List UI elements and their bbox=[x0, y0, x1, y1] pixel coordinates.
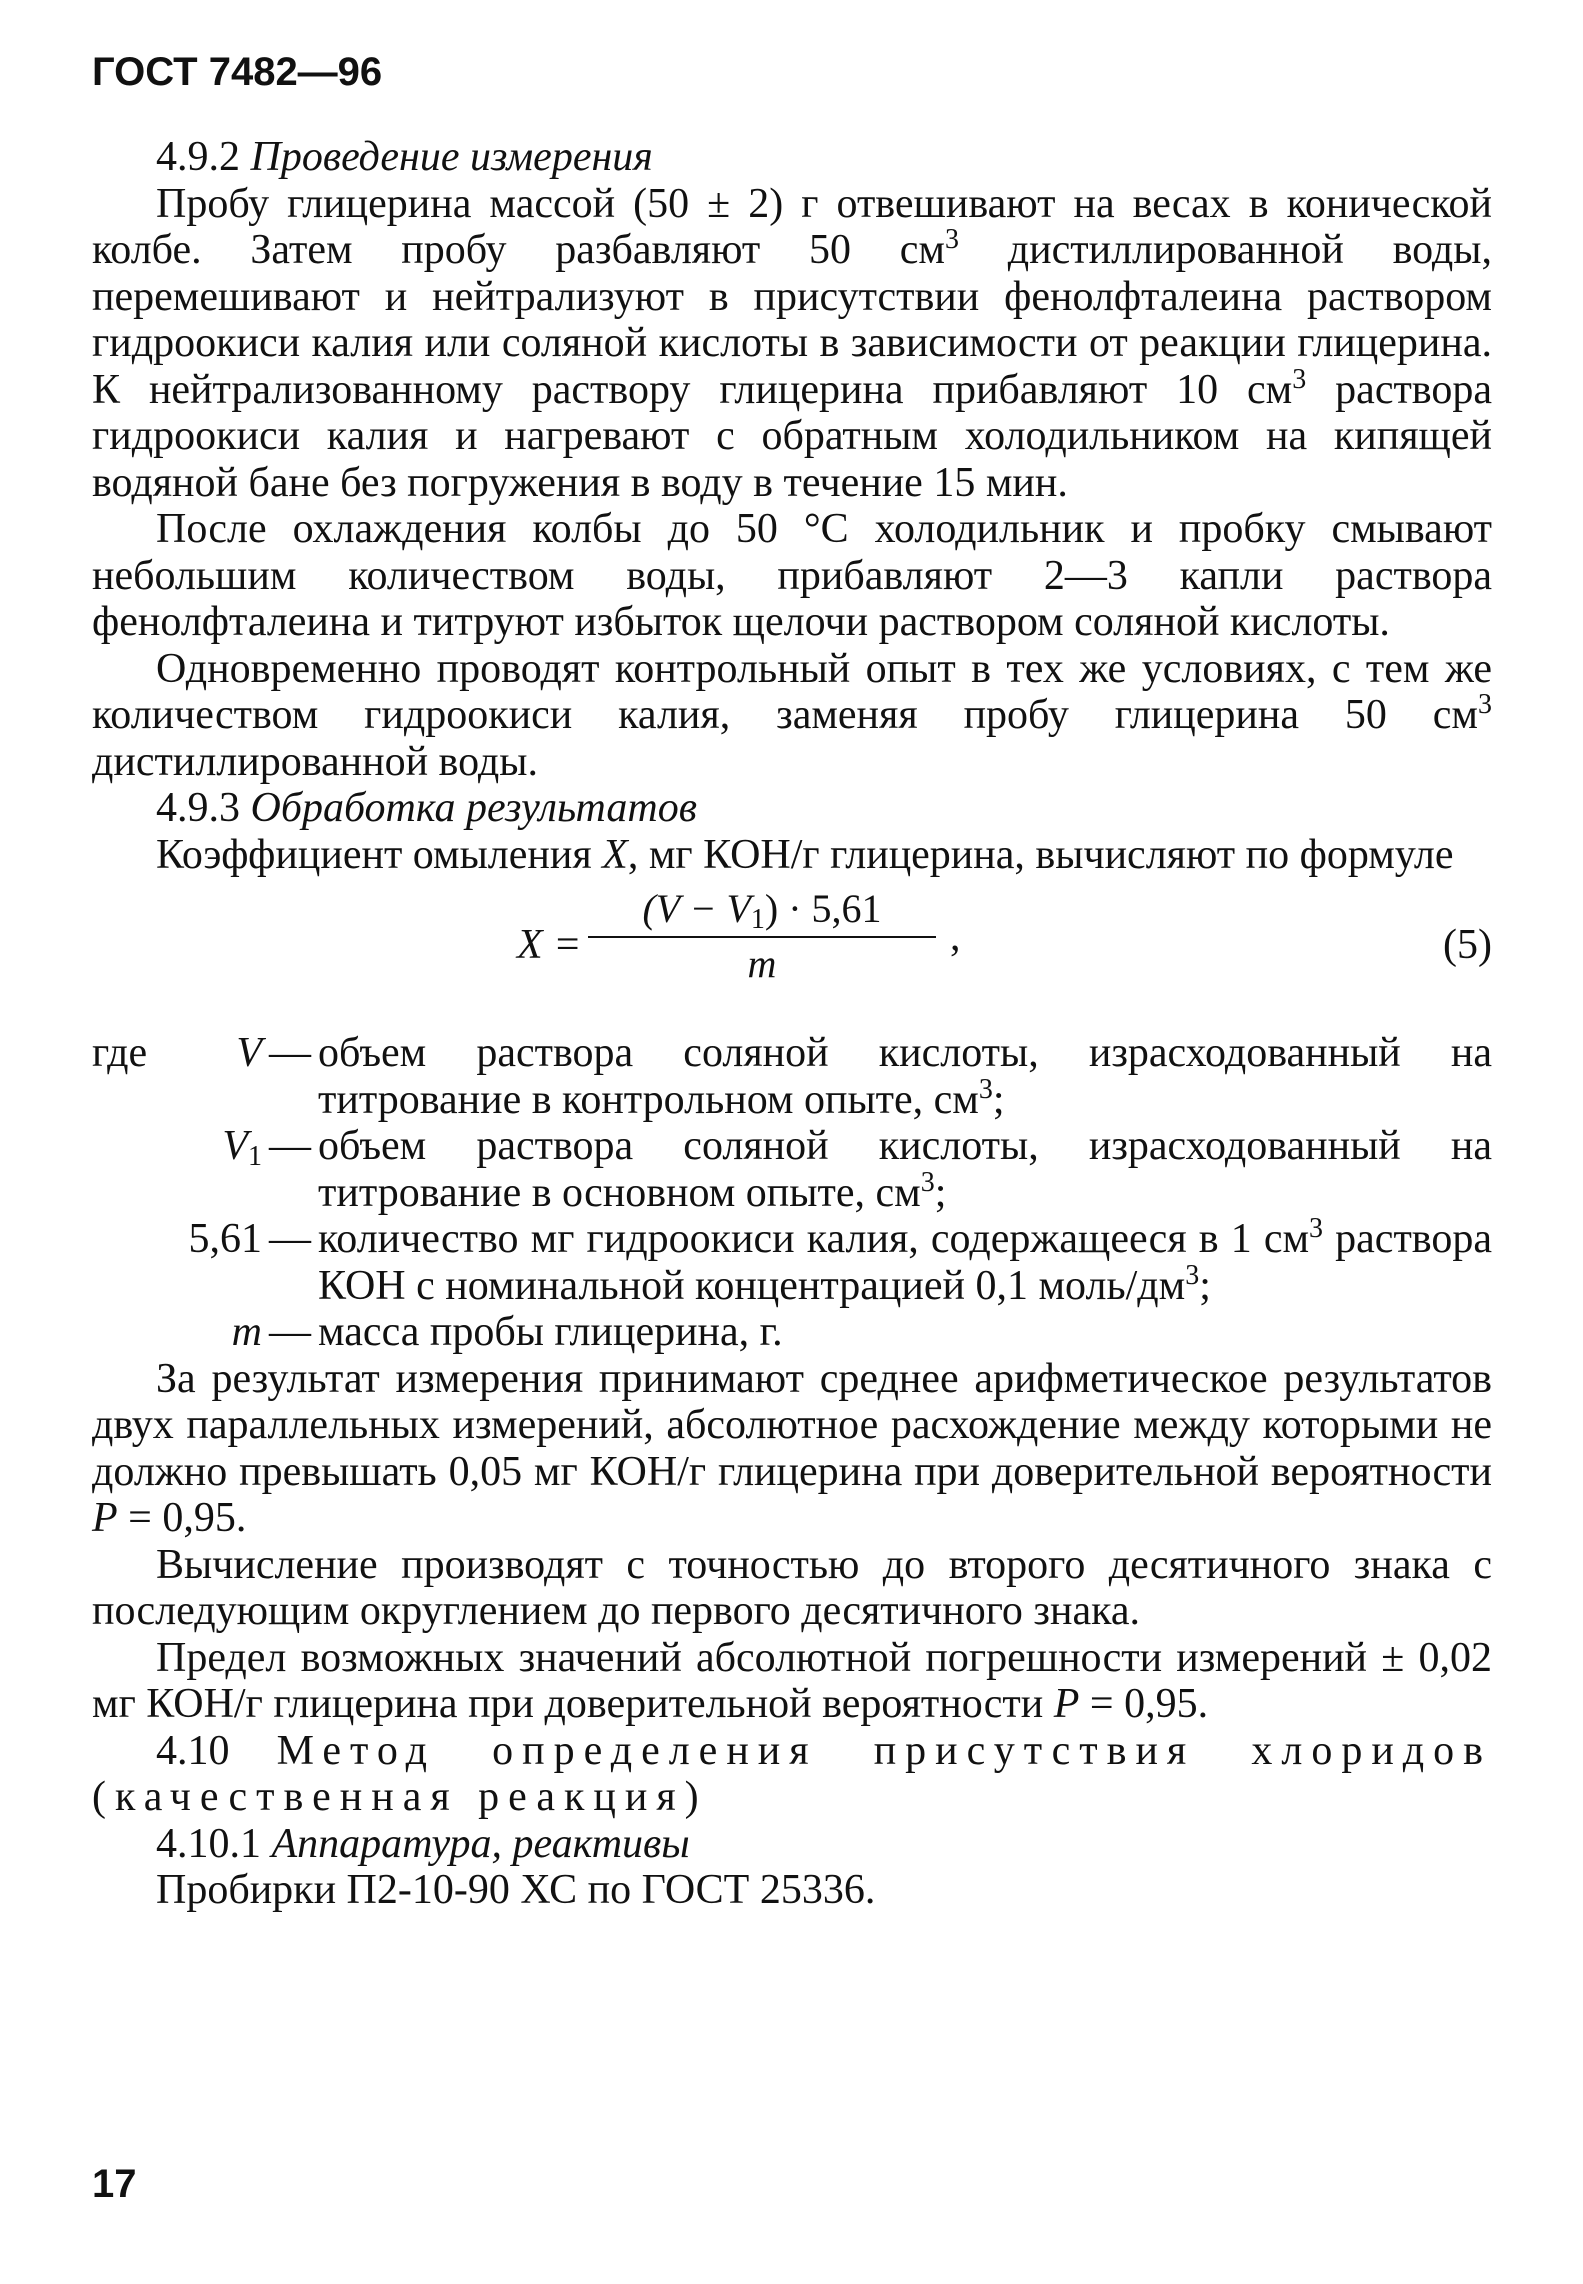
text-run: дистиллированной воды. bbox=[92, 738, 538, 785]
variable: P bbox=[1053, 1681, 1080, 1727]
definition-symbol bbox=[92, 1216, 262, 1263]
text-run: раствора КОН с номинальной концентрацией 0,1 моль/дм bbox=[318, 1216, 1492, 1309]
definition-dash: — bbox=[269, 1216, 311, 1262]
text-run: , мг КОН/г глицерина, вычисляют по формуле bbox=[627, 831, 1454, 878]
paragraph-sample-prep bbox=[92, 181, 1492, 507]
formula-fraction bbox=[582, 884, 942, 986]
definition-text bbox=[318, 1123, 1492, 1216]
equation-number: (5) bbox=[1443, 922, 1492, 968]
text-run: ; bbox=[992, 1076, 1005, 1123]
text-run: За результат измерения принимают среднее арифметическое результатов двух параллельных измерений, абсолютное расхождение между которыми не должно превышать 0,05 мг КОН/г глицерина при доверительной вероятности bbox=[92, 1355, 1492, 1495]
text-run: количество мг гидроокиси калия, содержащееся в 1 см bbox=[318, 1216, 1310, 1262]
superscript: 3 bbox=[978, 1073, 993, 1105]
text-run: Коэффициент омыления bbox=[156, 831, 603, 878]
text-run: масса пробы глицерина, г. bbox=[318, 1309, 783, 1355]
paragraph-error-limit bbox=[92, 1635, 1492, 1728]
definition-dash: — bbox=[269, 1030, 311, 1076]
text-run: Одновременно проводят контрольный опыт в тех же условиях, с тем же количеством гидроокиси калия, заменяя пробу глицерина 50 см bbox=[92, 645, 1492, 738]
text-run: раствора гидроокиси калия и нагревают с обратным холодильником на кипящей водяной бане без погружения в воду в течение 15 мин. bbox=[92, 366, 1492, 506]
section-4-9-3-heading bbox=[92, 785, 1492, 832]
definition-row bbox=[92, 1030, 1492, 1123]
definition-row bbox=[92, 1123, 1492, 1216]
document-header: ГОСТ 7482—96 bbox=[92, 50, 383, 94]
section-4-9-2-heading bbox=[92, 134, 1492, 181]
paragraph-formula-intro bbox=[92, 832, 1492, 879]
formula-lhs bbox=[517, 922, 582, 969]
paragraph-cooling: После охлаждения колбы до 50 °С холодильник и пробку смывают небольшим количеством воды, прибавляют 2—3 капли раствора фенолфталеина и титруют избыток щелочи раствором соляной кислоты. bbox=[92, 506, 1492, 645]
definition-row bbox=[92, 1309, 1492, 1356]
variable-definitions bbox=[92, 1030, 1492, 1356]
text-run: = 0,95. bbox=[1079, 1681, 1209, 1727]
section-4-10-1-heading bbox=[92, 1821, 1492, 1868]
denominator-text: m bbox=[747, 941, 777, 986]
definition-dash: — bbox=[269, 1123, 311, 1169]
formula-denominator bbox=[582, 942, 942, 986]
symbol: V bbox=[236, 1030, 262, 1076]
variable: P bbox=[92, 1495, 118, 1541]
text-run: ; bbox=[934, 1169, 947, 1216]
text-run: ; bbox=[1199, 1262, 1211, 1309]
definition-row bbox=[92, 1213, 1492, 1309]
text-run: = 0,95. bbox=[117, 1495, 247, 1541]
paragraph-apparatus: Пробирки П2-10-90 ХС по ГОСТ 25336. bbox=[156, 1867, 876, 1913]
section-title: Обработка результатов bbox=[250, 785, 697, 831]
numerator-tail: ) · 5,61 bbox=[764, 886, 882, 931]
superscript: 3 bbox=[1478, 689, 1492, 720]
superscript: 3 bbox=[1292, 363, 1307, 395]
superscript: 3 bbox=[945, 224, 960, 255]
where-word: где bbox=[92, 1030, 148, 1076]
formula-5 bbox=[92, 884, 1492, 1012]
section-title: Аппаратура, реактивы bbox=[271, 1820, 690, 1867]
section-number: 4.9.2 bbox=[156, 134, 240, 180]
definition-symbol bbox=[92, 1123, 262, 1170]
fraction-bar bbox=[588, 936, 936, 938]
section-number: 4.10.1 bbox=[156, 1820, 261, 1867]
superscript: 3 bbox=[1185, 1259, 1200, 1291]
superscript: 3 bbox=[920, 1166, 935, 1198]
section-4-10-heading bbox=[92, 1728, 1492, 1821]
text-run: объем раствора соляной кислоты, израсходованный на титрование в основном опыте, см bbox=[318, 1123, 1492, 1216]
section-number: 4.9.3 bbox=[156, 785, 240, 831]
symbol: m bbox=[231, 1309, 262, 1355]
text-run: объем раствора соляной кислоты, израсходованный на титрование в контрольном опыте, см bbox=[318, 1030, 1492, 1123]
formula-comma: , bbox=[950, 914, 961, 960]
subscript: 1 bbox=[248, 1141, 262, 1172]
text-run: Пробу глицерина массой (50 ± 2) г отвешивают на весах в конической колбе. Затем пробу разбавляют 50 см bbox=[92, 180, 1492, 273]
paragraph-result bbox=[92, 1356, 1492, 1542]
paragraph-calculation: Вычисление производят с точностью до второго десятичного знака с последующим округлением до первого десятичного знака. bbox=[92, 1541, 1492, 1634]
section-title: Метод определения присутствия хлоридов (качественная реакция) bbox=[92, 1727, 1492, 1820]
formula-numerator bbox=[582, 884, 942, 934]
definition-symbol bbox=[92, 1030, 262, 1077]
text-run: дистиллированной воды, перемешивают и нейтрализуют в присутствии фенолфталеина раствором гидроокиси калия или соляной кислоты в зависимости от реакции глицерина. К нейтрализованному раствору глицерина прибавляют 10 см bbox=[92, 227, 1493, 413]
definition-text bbox=[318, 1213, 1492, 1309]
document-page bbox=[92, 48, 1492, 1914]
definition-dash: — bbox=[269, 1309, 311, 1355]
definition-text bbox=[318, 1309, 1492, 1356]
definition-text bbox=[318, 1030, 1492, 1123]
section-number: 4.10 bbox=[156, 1727, 230, 1774]
text-run: Предел возможных значений абсолютной погрешности измерений ± 0,02 мг КОН/г глицерина при доверительной вероятности bbox=[92, 1634, 1492, 1727]
formula-lhs-text: X = bbox=[517, 922, 582, 968]
paragraph-control bbox=[92, 646, 1492, 786]
symbol: 5,61 bbox=[188, 1216, 262, 1262]
section-title: Проведение измерения bbox=[250, 134, 653, 180]
superscript: 3 bbox=[1309, 1213, 1324, 1244]
symbol: V bbox=[222, 1123, 248, 1169]
page-number: 17 bbox=[92, 2162, 137, 2206]
definition-symbol bbox=[92, 1309, 262, 1356]
variable: X bbox=[602, 831, 628, 878]
subscript: 1 bbox=[750, 904, 765, 935]
numerator-text: (V − V bbox=[642, 886, 751, 931]
